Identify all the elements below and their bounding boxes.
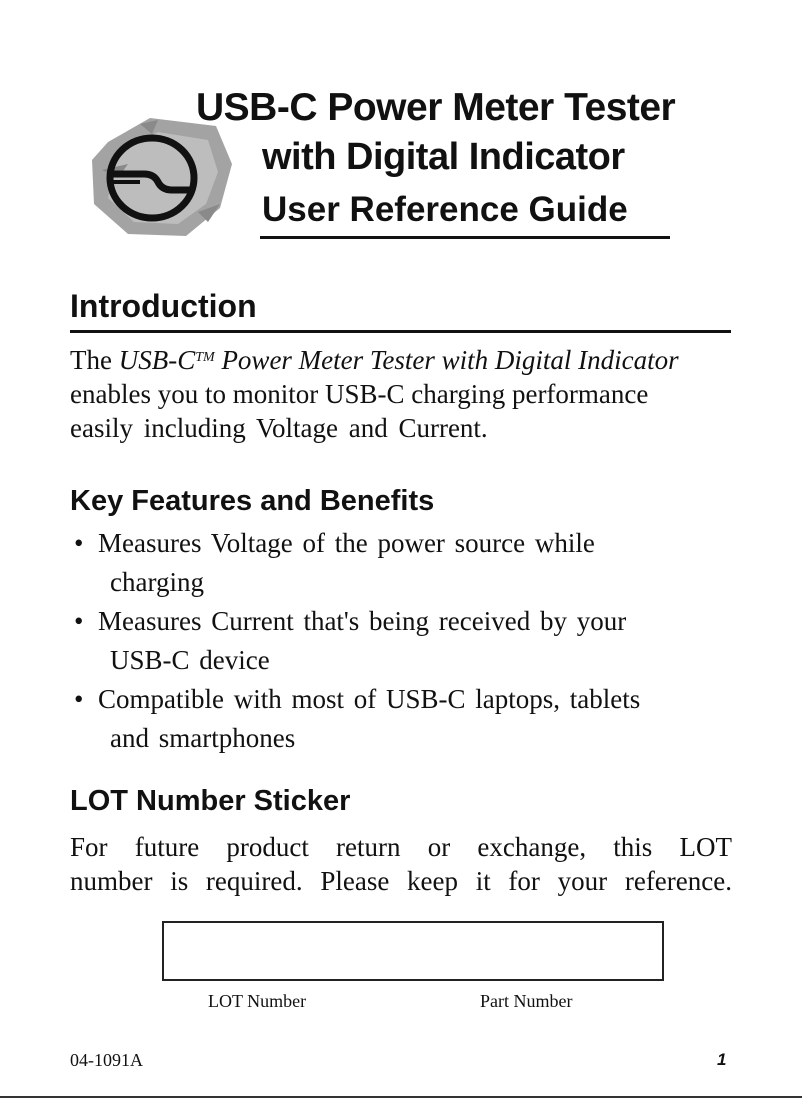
trademark-mark: TM	[195, 350, 215, 365]
page-bottom-edge	[0, 1096, 802, 1098]
lot-heading: LOT Number Sticker	[70, 785, 351, 817]
feature-line: • Measures Voltage of the power source while	[98, 528, 595, 558]
document-title: USB-C Power Meter Tester	[196, 86, 676, 129]
title-underline	[260, 236, 670, 239]
list-item	[74, 524, 734, 602]
list-item	[74, 680, 734, 758]
document-number: 04-1091A	[70, 1050, 143, 1070]
feature-line-cont: and smartphones	[110, 723, 296, 753]
product-name-suffix: Power Meter Tester with Digital Indicator	[214, 345, 679, 375]
feature-line: • Compatible with most of USB-C laptops, tablets	[98, 684, 641, 714]
feature-line-cont: charging	[110, 567, 204, 597]
intro-heading: Introduction	[70, 288, 257, 324]
intro-divider	[70, 330, 731, 333]
features-list	[74, 524, 734, 758]
lot-line-2: number is required. Please keep it for your reference.	[70, 866, 732, 896]
intro-line-2: enables you to monitor USB-C charging performance	[70, 379, 649, 409]
intro-paragraph	[70, 343, 732, 445]
lot-paragraph	[70, 830, 732, 898]
part-number-label: Part Number	[480, 991, 573, 1011]
product-name-prefix: USB-C	[118, 345, 196, 375]
document-title-line2: with Digital Indicator	[262, 136, 625, 178]
lot-number-label: LOT Number	[208, 991, 307, 1011]
intro-the: The	[70, 345, 119, 375]
document-subtitle: User Reference Guide	[262, 190, 628, 229]
intro-line-3: easily including Voltage and Current.	[70, 413, 488, 443]
lot-line-1: For future product return or exchange, this LOT	[70, 832, 732, 862]
feature-line: • Measures Current that's being received by your	[98, 606, 627, 636]
page-number: 1	[717, 1050, 727, 1069]
features-heading: Key Features and Benefits	[70, 485, 435, 517]
siig-logo-icon	[88, 112, 236, 240]
feature-line-cont: USB-C device	[110, 645, 270, 675]
lot-sticker-box	[162, 921, 664, 981]
list-item	[74, 602, 734, 680]
